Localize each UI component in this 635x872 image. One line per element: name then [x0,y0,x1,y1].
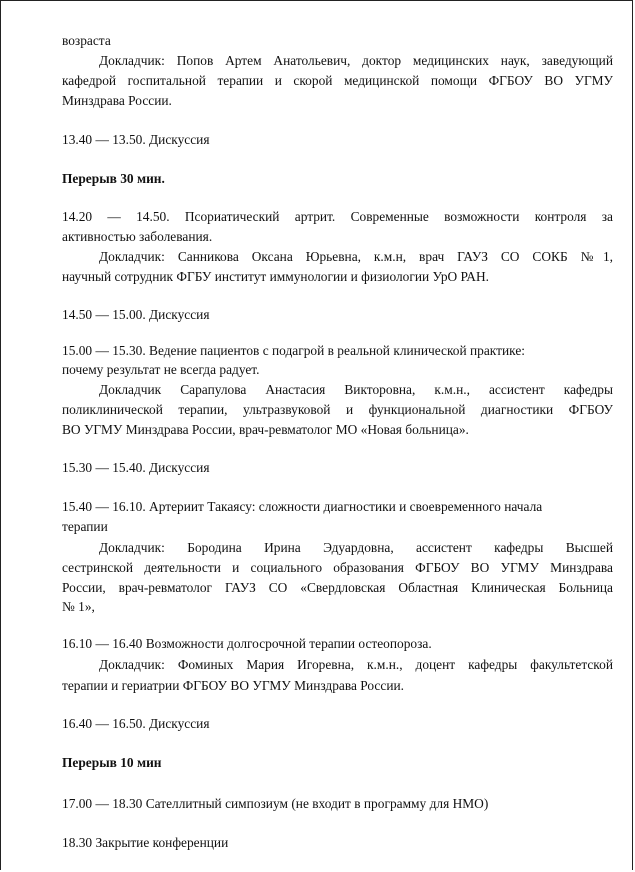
speaker-line: Докладчик Сарапулова Анастасия Викторовна, к.м.н., ассистент кафедры [99,382,613,397]
text-line: поликлинической терапии, ультразвуковой и функциональной диагностики ФГБОУ [62,402,613,417]
symposium-line: 17.00 — 18.30 Сателлитный симпозиум (не входит в программу для НМО) [62,796,489,811]
session-title-line: 16.10 — 16.40 Возможности долгосрочной терапии остеопороза. [62,636,432,651]
text-line: ВО УГМУ Минздрава России, врач-ревматолог МО «Новая больница». [62,422,469,437]
discussion-line: 13.40 — 13.50. Дискуссия [62,132,210,147]
text-line: Минздрава России. [62,93,172,108]
discussion-line: 14.50 — 15.00. Дискуссия [62,307,210,322]
speaker-line: Докладчик: Попов Артем Анатольевич, доктор медицинских наук, заведующий [99,53,613,68]
session-title-line: 15.40 — 16.10. Артериит Такаясу: сложности диагностики и своевременного начала [62,499,543,514]
text-line: терапии и гериатрии ФГБОУ ВО УГМУ Минздрава России. [62,678,405,693]
speaker-line: Докладчик: Фоминых Мария Игоревна, к.м.н., доцент кафедры факультетской [99,657,613,672]
text-line: № 1», [62,599,95,614]
text-line: сестринской деятельности и социального образования ФГБОУ ВО УГМУ Минздрава [62,560,613,575]
break-heading: Перерыв 10 мин [62,755,162,770]
session-title-line: активностью заболевания. [62,229,213,244]
session-title-line: 14.20 — 14.50. Псориатический артрит. Современные возможности контроля за [62,209,613,224]
discussion-line: 15.30 — 15.40. Дискуссия [62,460,210,475]
break-heading: Перерыв 30 мин. [62,171,165,186]
discussion-line: 16.40 — 16.50. Дискуссия [62,716,210,731]
closing-line: 18.30 Закрытие конференции [62,835,229,850]
speaker-line: Докладчик: Бородина Ирина Эдуардовна, ассистент кафедры Высшей [99,540,613,555]
session-title-line: терапии [62,519,108,534]
session-title-line: почему результат не всегда радует. [62,362,260,377]
speaker-line: Докладчик: Санникова Оксана Юрьевна, к.м.н, врач ГАУЗ СО СОКБ №1, [99,249,613,264]
session-title-line: 15.00 — 15.30. Ведение пациентов с подагрой в реальной клинической практике: [62,343,525,358]
text-line: научный сотрудник ФГБУ институт иммунологии и физиологии УрО РАН. [62,269,489,284]
text-line: России, врач-ревматолог ГАУЗ СО «Свердловская Областная Клиническая Больница [62,580,613,595]
text-line: кафедрой госпитальной терапии и скорой медицинской помощи ФГБОУ ВО УГМУ [62,73,613,88]
text-line: возраста [62,33,111,48]
